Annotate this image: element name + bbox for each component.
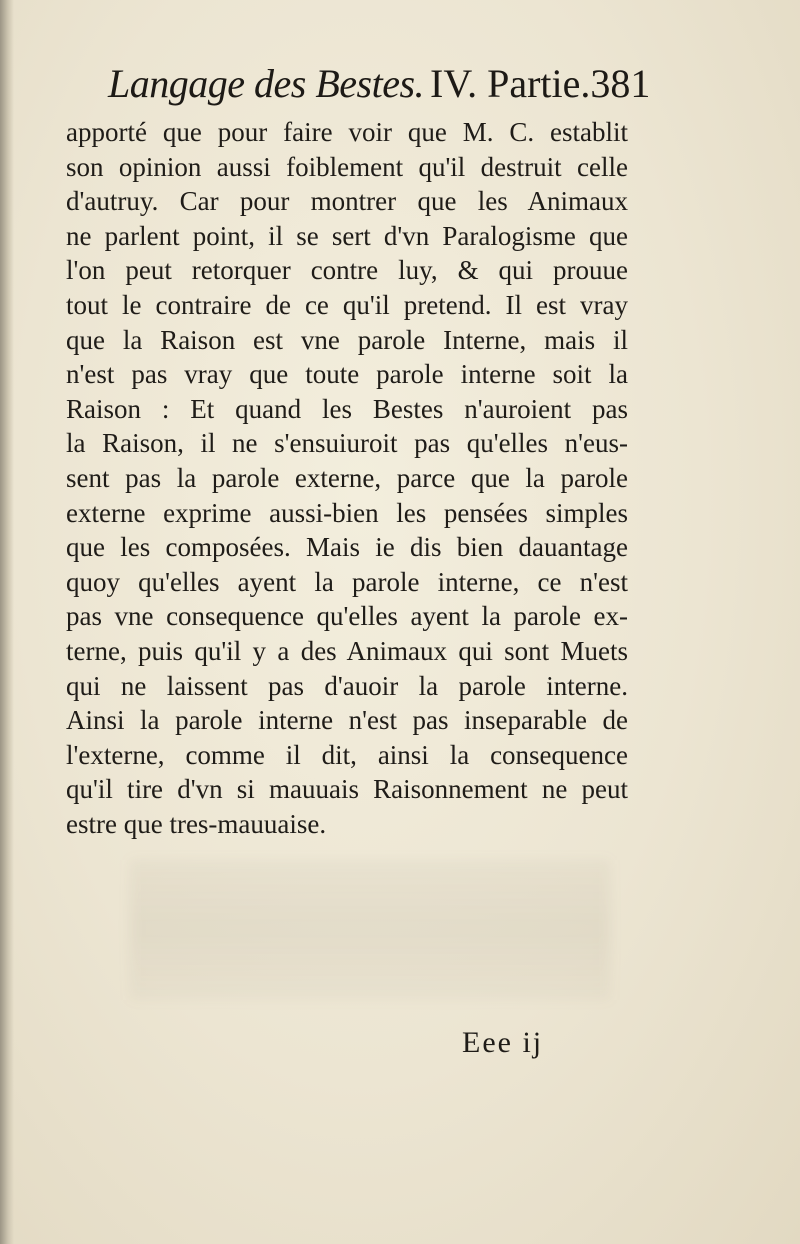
text-line: pas vne consequence qu'elles ayent la parole ex- <box>66 601 628 632</box>
text-line: l'externe, comme il dit, ainsi la consequence <box>66 739 628 770</box>
text-line: apporté que pour faire voir que M. C. establit <box>66 117 628 147</box>
text-line: Ainsi la parole interne n'est pas inseparable de <box>66 705 628 736</box>
text-line: quoy qu'elles ayent la parole interne, ce n'est <box>66 566 628 597</box>
running-part: IV. Partie. <box>430 61 591 106</box>
text-line: qui ne laissent pas d'auoir la parole interne. <box>66 670 628 701</box>
text-line: sent pas la parole externe, parce que la parole <box>66 462 628 493</box>
text-line: n'est pas vray que toute parole interne soit la <box>66 359 628 390</box>
text-line: la Raison, il ne s'ensuiuroit pas qu'elles n'eus- <box>66 428 628 459</box>
text-line: tout le contraire de ce qu'il pretend. Il est vray <box>66 289 628 320</box>
body-text <box>66 115 628 841</box>
page-number: 381 <box>590 61 651 106</box>
text-line: son opinion aussi foiblement qu'il destruit celle <box>66 151 628 182</box>
running-title: Langage des Bestes. <box>108 61 425 106</box>
text-line: l'on peut retorquer contre luy, & qui prouue <box>66 255 628 286</box>
running-head <box>108 60 651 116</box>
text-line: que les composées. Mais ie dis bien dauantage <box>66 532 628 563</box>
text-line: que la Raison est vne parole Interne, mais il <box>66 324 628 355</box>
text-line: terne, puis qu'il y a des Animaux qui sont Muets <box>66 635 628 666</box>
text-line: qu'il tire d'vn si mauuais Raisonnement ne peut <box>66 774 628 805</box>
text-line: d'autruy. Car pour montrer que les Animaux <box>66 186 628 217</box>
text-line: externe exprime aussi-bien les pensées simples <box>66 497 628 528</box>
text-line: estre que tres-mauuaise. <box>66 808 327 839</box>
signature-mark: Eee ij <box>462 1026 544 1059</box>
bleed-through-shadow <box>130 860 610 1000</box>
text-line: ne parlent point, il se sert d'vn Paralogisme que <box>66 220 628 251</box>
text-line: Raison : Et quand les Bestes n'auroient pas <box>66 393 628 424</box>
